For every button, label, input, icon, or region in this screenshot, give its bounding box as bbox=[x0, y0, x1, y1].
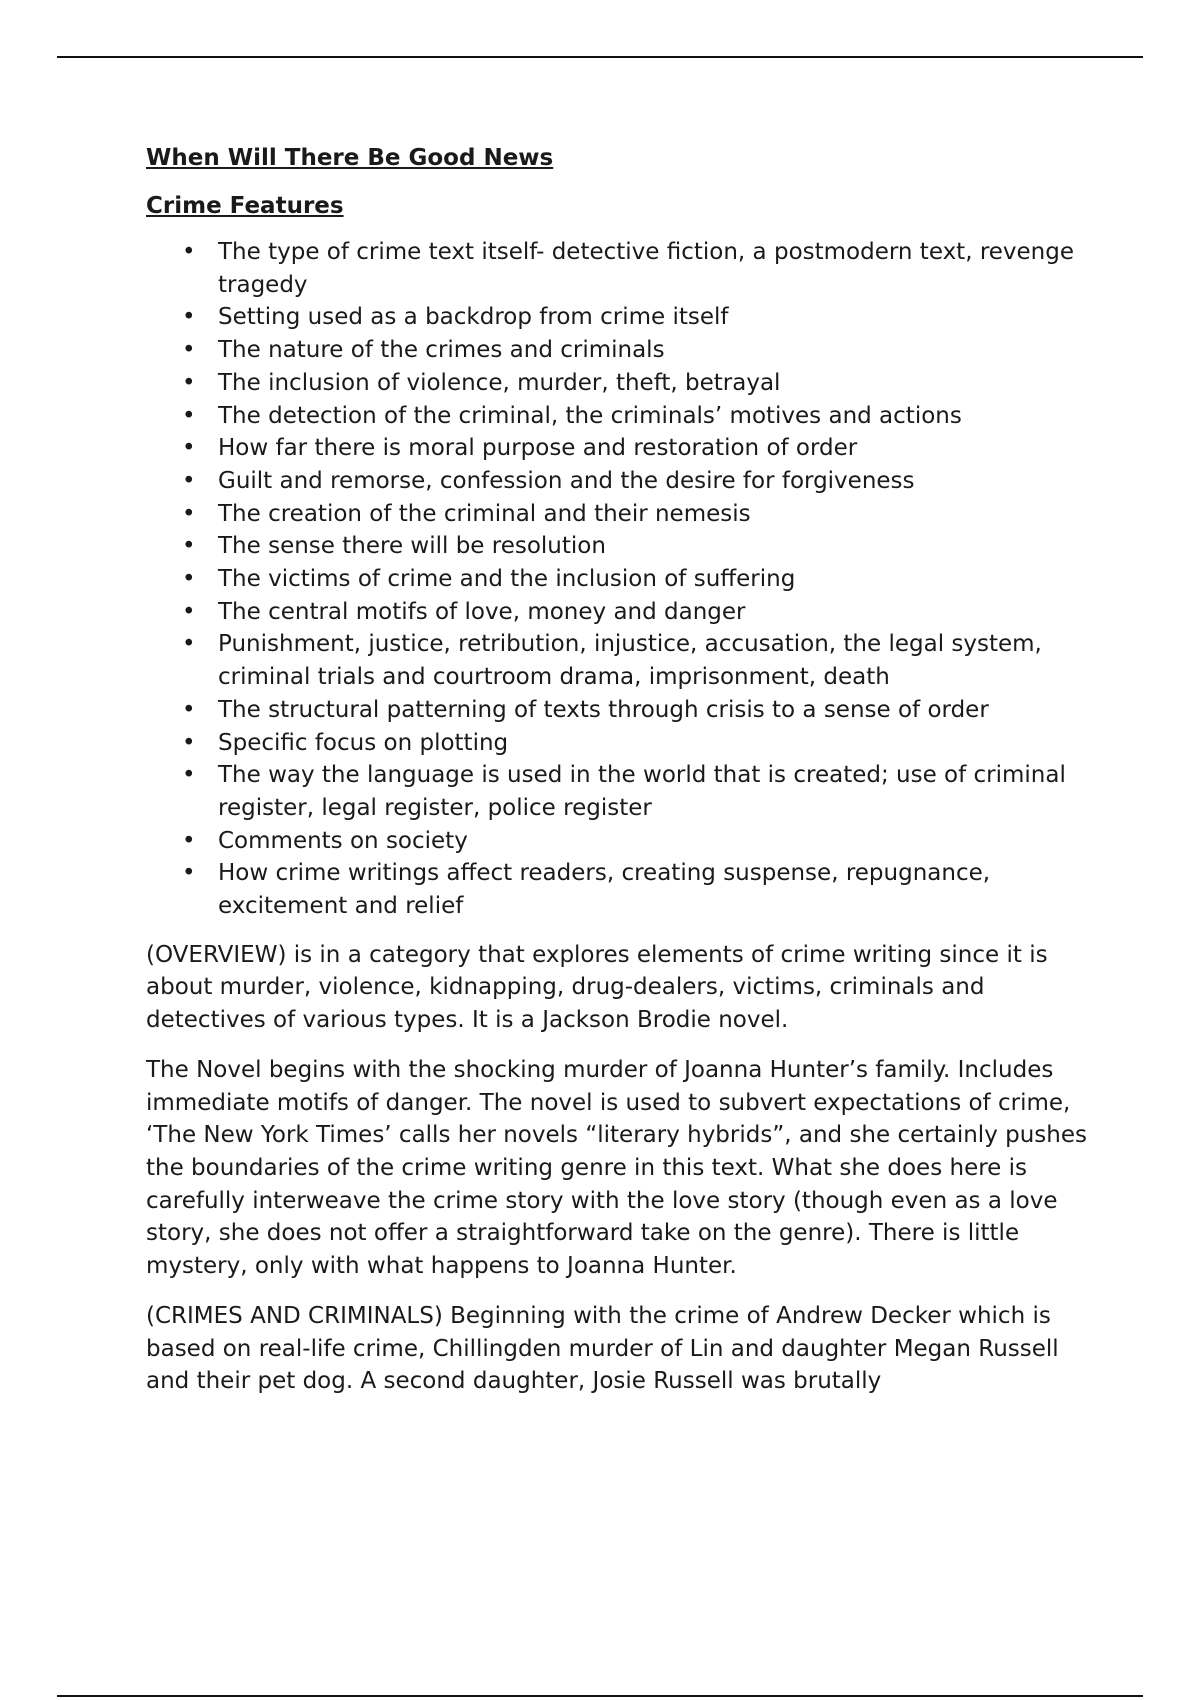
list-item: • The structural patterning of texts through crisis to a sense of order bbox=[218, 694, 1096, 727]
list-item: • The nature of the crimes and criminals bbox=[218, 334, 1096, 367]
crimes-and-criminals-paragraph: (CRIMES AND CRIMINALS) Beginning with the crime of Andrew Decker which is based on real-life crime, Chillingden murder of Lin and daughter Megan Russell and their pet dog. A second daughter, Josie Russell was brutally bbox=[146, 1302, 1059, 1395]
list-item: • Setting used as a backdrop from crime itself bbox=[218, 301, 1096, 334]
novel-opening-paragraph: The Novel begins with the shocking murder of Joanna Hunter’s family. Includes immediate motifs of danger. The novel is used to subvert expectations of crime, ‘The New York Times’ calls her novels “literary hybrids”, and she certainly pushes the boundaries of the crime writing genre in this text. What she does here is carefully interweave the crime story with the love story (though even as a love story, she does not offer a straightforward take on the genre). There is little mystery, only with what happens to Joanna Hunter. bbox=[146, 1056, 1087, 1280]
page-content bbox=[146, 142, 1096, 1415]
list-item: • Specific focus on plotting bbox=[218, 727, 1096, 760]
list-item: • How crime writings affect readers, creating suspense, repugnance, excitement and relief bbox=[218, 857, 1096, 922]
list-item: • Comments on society bbox=[218, 825, 1096, 858]
list-item: • The victims of crime and the inclusion of suffering bbox=[218, 563, 1096, 596]
document-title: When Will There Be Good News bbox=[146, 145, 554, 171]
list-item: • The type of crime text itself- detective fiction, a postmodern text, revenge tragedy bbox=[218, 236, 1096, 301]
list-item: • The way the language is used in the world that is created; use of criminal register, legal register, police register bbox=[218, 759, 1096, 824]
list-item: • Guilt and remorse, confession and the desire for forgiveness bbox=[218, 465, 1096, 498]
list-item: • How far there is moral purpose and restoration of order bbox=[218, 432, 1096, 465]
section-heading-crime-features: Crime Features bbox=[146, 193, 344, 219]
list-item: • Punishment, justice, retribution, injustice, accusation, the legal system, criminal trials and courtroom drama, imprisonment, death bbox=[218, 628, 1096, 693]
overview-paragraph: (OVERVIEW) is in a category that explores elements of crime writing since it is about murder, violence, kidnapping, drug-dealers, victims, criminals and detectives of various types. It is a Jackson Brodie novel. bbox=[146, 941, 1048, 1034]
header-rule bbox=[57, 56, 1143, 58]
list-item: • The sense there will be resolution bbox=[218, 530, 1096, 563]
list-item: • The inclusion of violence, murder, theft, betrayal bbox=[218, 367, 1096, 400]
crime-features-list bbox=[146, 236, 1096, 923]
footer-rule bbox=[57, 1695, 1143, 1697]
list-item: • The central motifs of love, money and danger bbox=[218, 596, 1096, 629]
list-item: • The creation of the criminal and their nemesis bbox=[218, 498, 1096, 531]
list-item: • The detection of the criminal, the criminals’ motives and actions bbox=[218, 400, 1096, 433]
